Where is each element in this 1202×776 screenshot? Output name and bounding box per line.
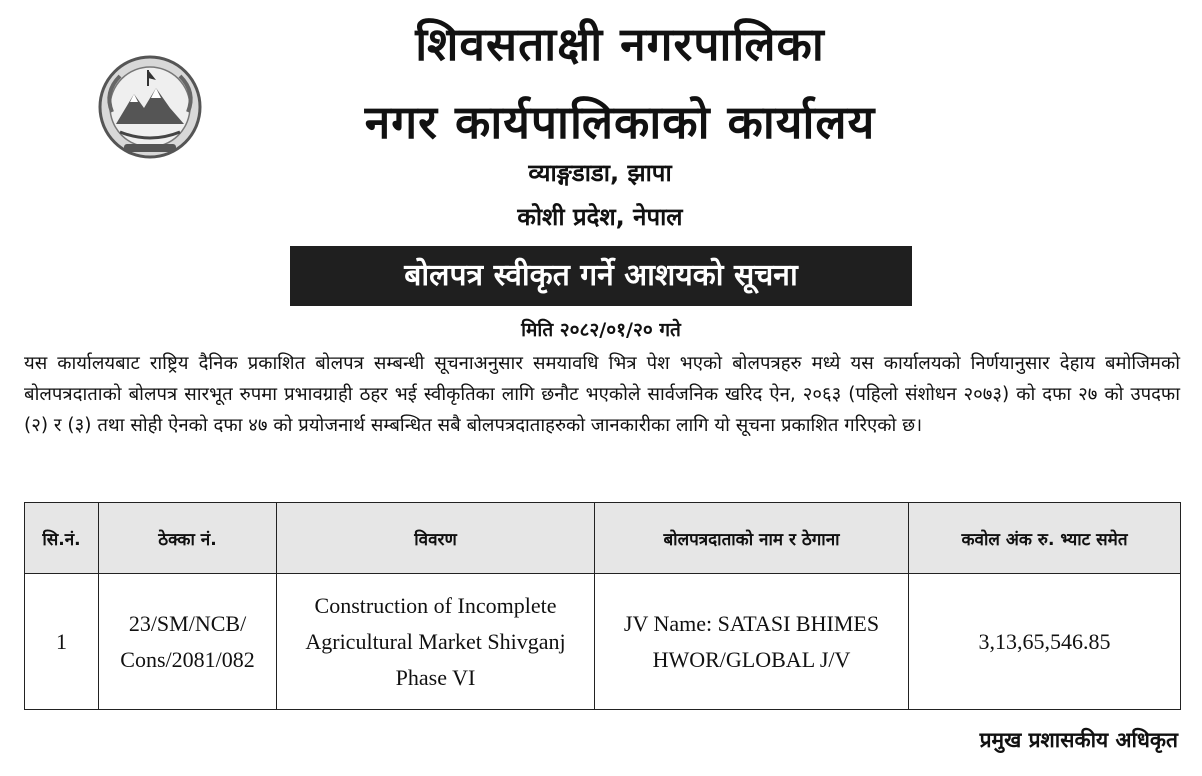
table-row — [25, 574, 1181, 710]
cell-description: Construction of Incomplete Agricultural Market Shivganj Phase VI — [277, 574, 595, 710]
bid-table — [24, 502, 1181, 710]
signatory: प्रमुख प्रशासकीय अधिकृत — [979, 728, 1178, 752]
government-emblem-icon — [86, 52, 214, 162]
cell-amount: 3,13,65,546.85 — [909, 574, 1181, 710]
cell-bidder: JV Name: SATASI BHIMES HWOR/GLOBAL J/V — [595, 574, 909, 710]
notice-body: यस कार्यालयबाट राष्ट्रिय दैनिक प्रकाशित बोलपत्र सम्बन्धी सूचनाअनुसार समयावधि भित्र पेश भएको बोलपत्रहरु मध्ये यस कार्यालयको निर्णयानुसार देहाय बमोजिमको बोलपत्रदाताको बोलपत्र सारभूत रुपमा प्रभावग्राही ठहर भई स्वीकृतिका लागि छनौट भएकोले सार्वजनिक खरिद ऐन, २०६३ (पहिलो संशोधन २०७३) को दफा २७ को उपदफा (२) र (३) तथा सोही ऐनको दफा ४७ को प्रयोजनार्थ सम्बन्धित सबै बोलपत्रदाताहरुको जानकारीका लागि यो सूचना प्रकाशित गरिएको छ। — [24, 353, 1180, 436]
notice-title-banner: बोलपत्र स्वीकृत गर्ने आशयको सूचना — [290, 246, 912, 306]
address-line-2: कोशी प्रदेश, नेपाल — [517, 203, 683, 231]
header-amount: कवोल अंक रु. भ्याट समेत — [909, 503, 1181, 574]
table-header-row — [25, 503, 1181, 574]
cell-serial: 1 — [25, 574, 99, 710]
cell-contract-no: 23/SM/NCB/ Cons/2081/082 — [99, 574, 277, 710]
address-line-1: व्याङ्गडाडा, झापा — [528, 159, 672, 187]
header-contract-no: ठेक्का नं. — [99, 503, 277, 574]
header-description: विवरण — [277, 503, 595, 574]
header-bidder: बोलपत्रदाताको नाम र ठेगाना — [595, 503, 909, 574]
notice-date: मिति २०८२/०१/२० गते — [521, 319, 681, 341]
office-title: नगर कार्यपालिकाको कार्यालय — [364, 95, 876, 149]
municipality-title: शिवसताक्षी नगरपालिका — [415, 17, 825, 71]
header-serial: सि.नं. — [25, 503, 99, 574]
